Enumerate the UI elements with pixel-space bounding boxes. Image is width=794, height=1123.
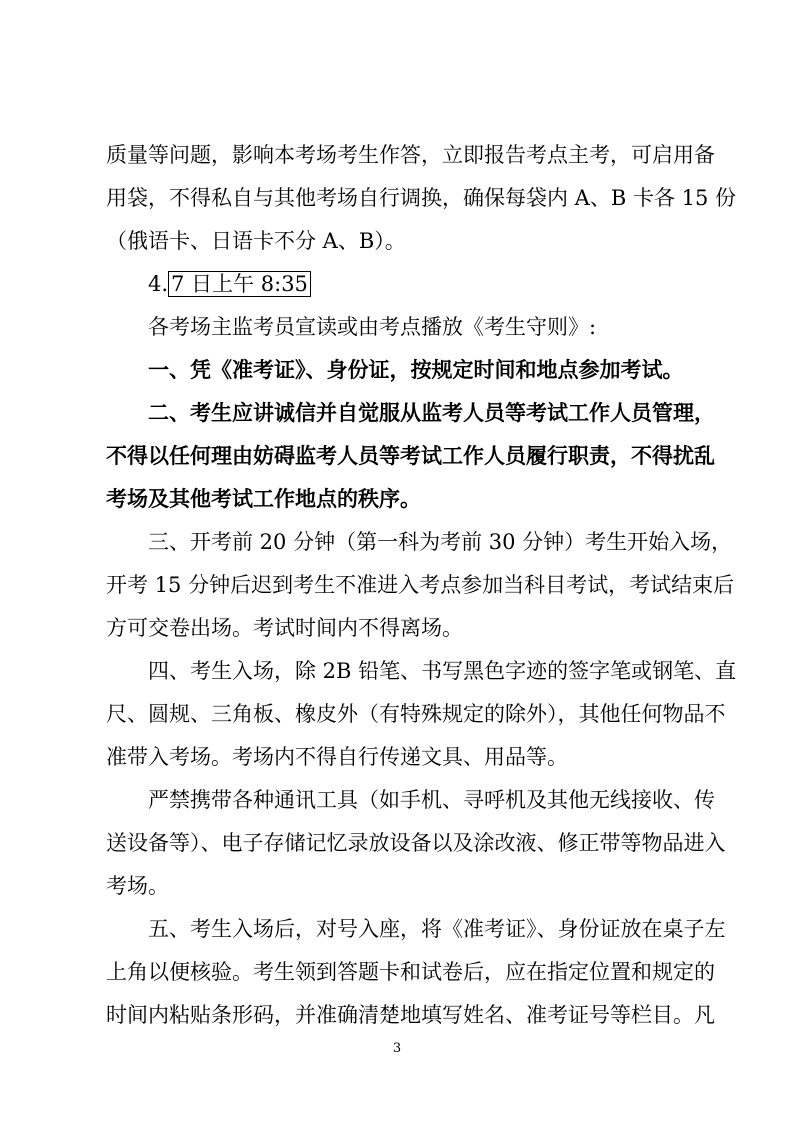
schedule-time-box: 7 日上午 8:35 bbox=[168, 271, 311, 297]
paragraph-line: 开考 15 分钟后迟到考生不准进入考点参加当科目考试，考试结束后 bbox=[106, 573, 735, 597]
rule-item-3: 三、开考前 20 分钟（第一科为考前 30 分钟）考生开始入场， bbox=[148, 530, 733, 554]
paragraph-line: 尺、圆规、三角板、橡皮外（有特殊规定的除外），其他任何物品不 bbox=[106, 702, 726, 726]
paragraph-line: 不得以任何理由妨碍监考人员等考试工作人员履行职责，不得扰乱 bbox=[106, 443, 715, 468]
paragraph-line: 考场及其他考试工作地点的秩序。 bbox=[106, 486, 421, 511]
rule-item-1: 一、凭《准考证》、身份证，按规定时间和地点参加考试。 bbox=[148, 357, 684, 382]
paragraph-line: 考场。 bbox=[106, 874, 169, 898]
paragraph-line: 送设备等）、电子存储记忆录放设备以及涂改液、修正带等物品进入 bbox=[106, 831, 726, 855]
paragraph-line: 质量等问题，影响本考场考生作答，立即报告考点主考，可启用备 bbox=[106, 143, 715, 167]
paragraph-line: 各考场主监考员宣读或由考点播放《考生守则》: bbox=[148, 315, 597, 339]
rule-item-2: 二、考生应讲诚信并自觉服从监考人员等考试工作人员管理， bbox=[148, 400, 715, 425]
paragraph-line: （俄语卡、日语卡不分 A、B）。 bbox=[106, 229, 406, 253]
section-number: 4. bbox=[148, 272, 169, 296]
page-number: 3 bbox=[392, 1041, 402, 1056]
paragraph-line: 严禁携带各种通讯工具（如手机、寻呼机及其他无线接收、传 bbox=[148, 788, 715, 812]
paragraph-line: 用袋，不得私自与其他考场自行调换，确保每袋内 A、B 卡各 15 份 bbox=[106, 186, 737, 210]
rule-item-5: 五、考生入场后，对号入座，将《准考证》、身份证放在桌子左 bbox=[148, 917, 726, 941]
paragraph-line: 准带入考场。考场内不得自行传递文具、用品等。 bbox=[106, 745, 568, 769]
paragraph-line: 时间内粘贴条形码，并准确清楚地填写姓名、准考证号等栏目。凡 bbox=[106, 1003, 715, 1027]
rule-item-4: 四、考生入场，除 2B 铅笔、书写黑色字迹的签字笔或钢笔、直 bbox=[148, 659, 737, 683]
paragraph-line: 方可交卷出场。考试时间内不得离场。 bbox=[106, 616, 463, 640]
paragraph-line: 上角以便核验。考生领到答题卡和试卷后，应在指定位置和规定的 bbox=[106, 960, 715, 984]
section-heading bbox=[148, 270, 311, 298]
